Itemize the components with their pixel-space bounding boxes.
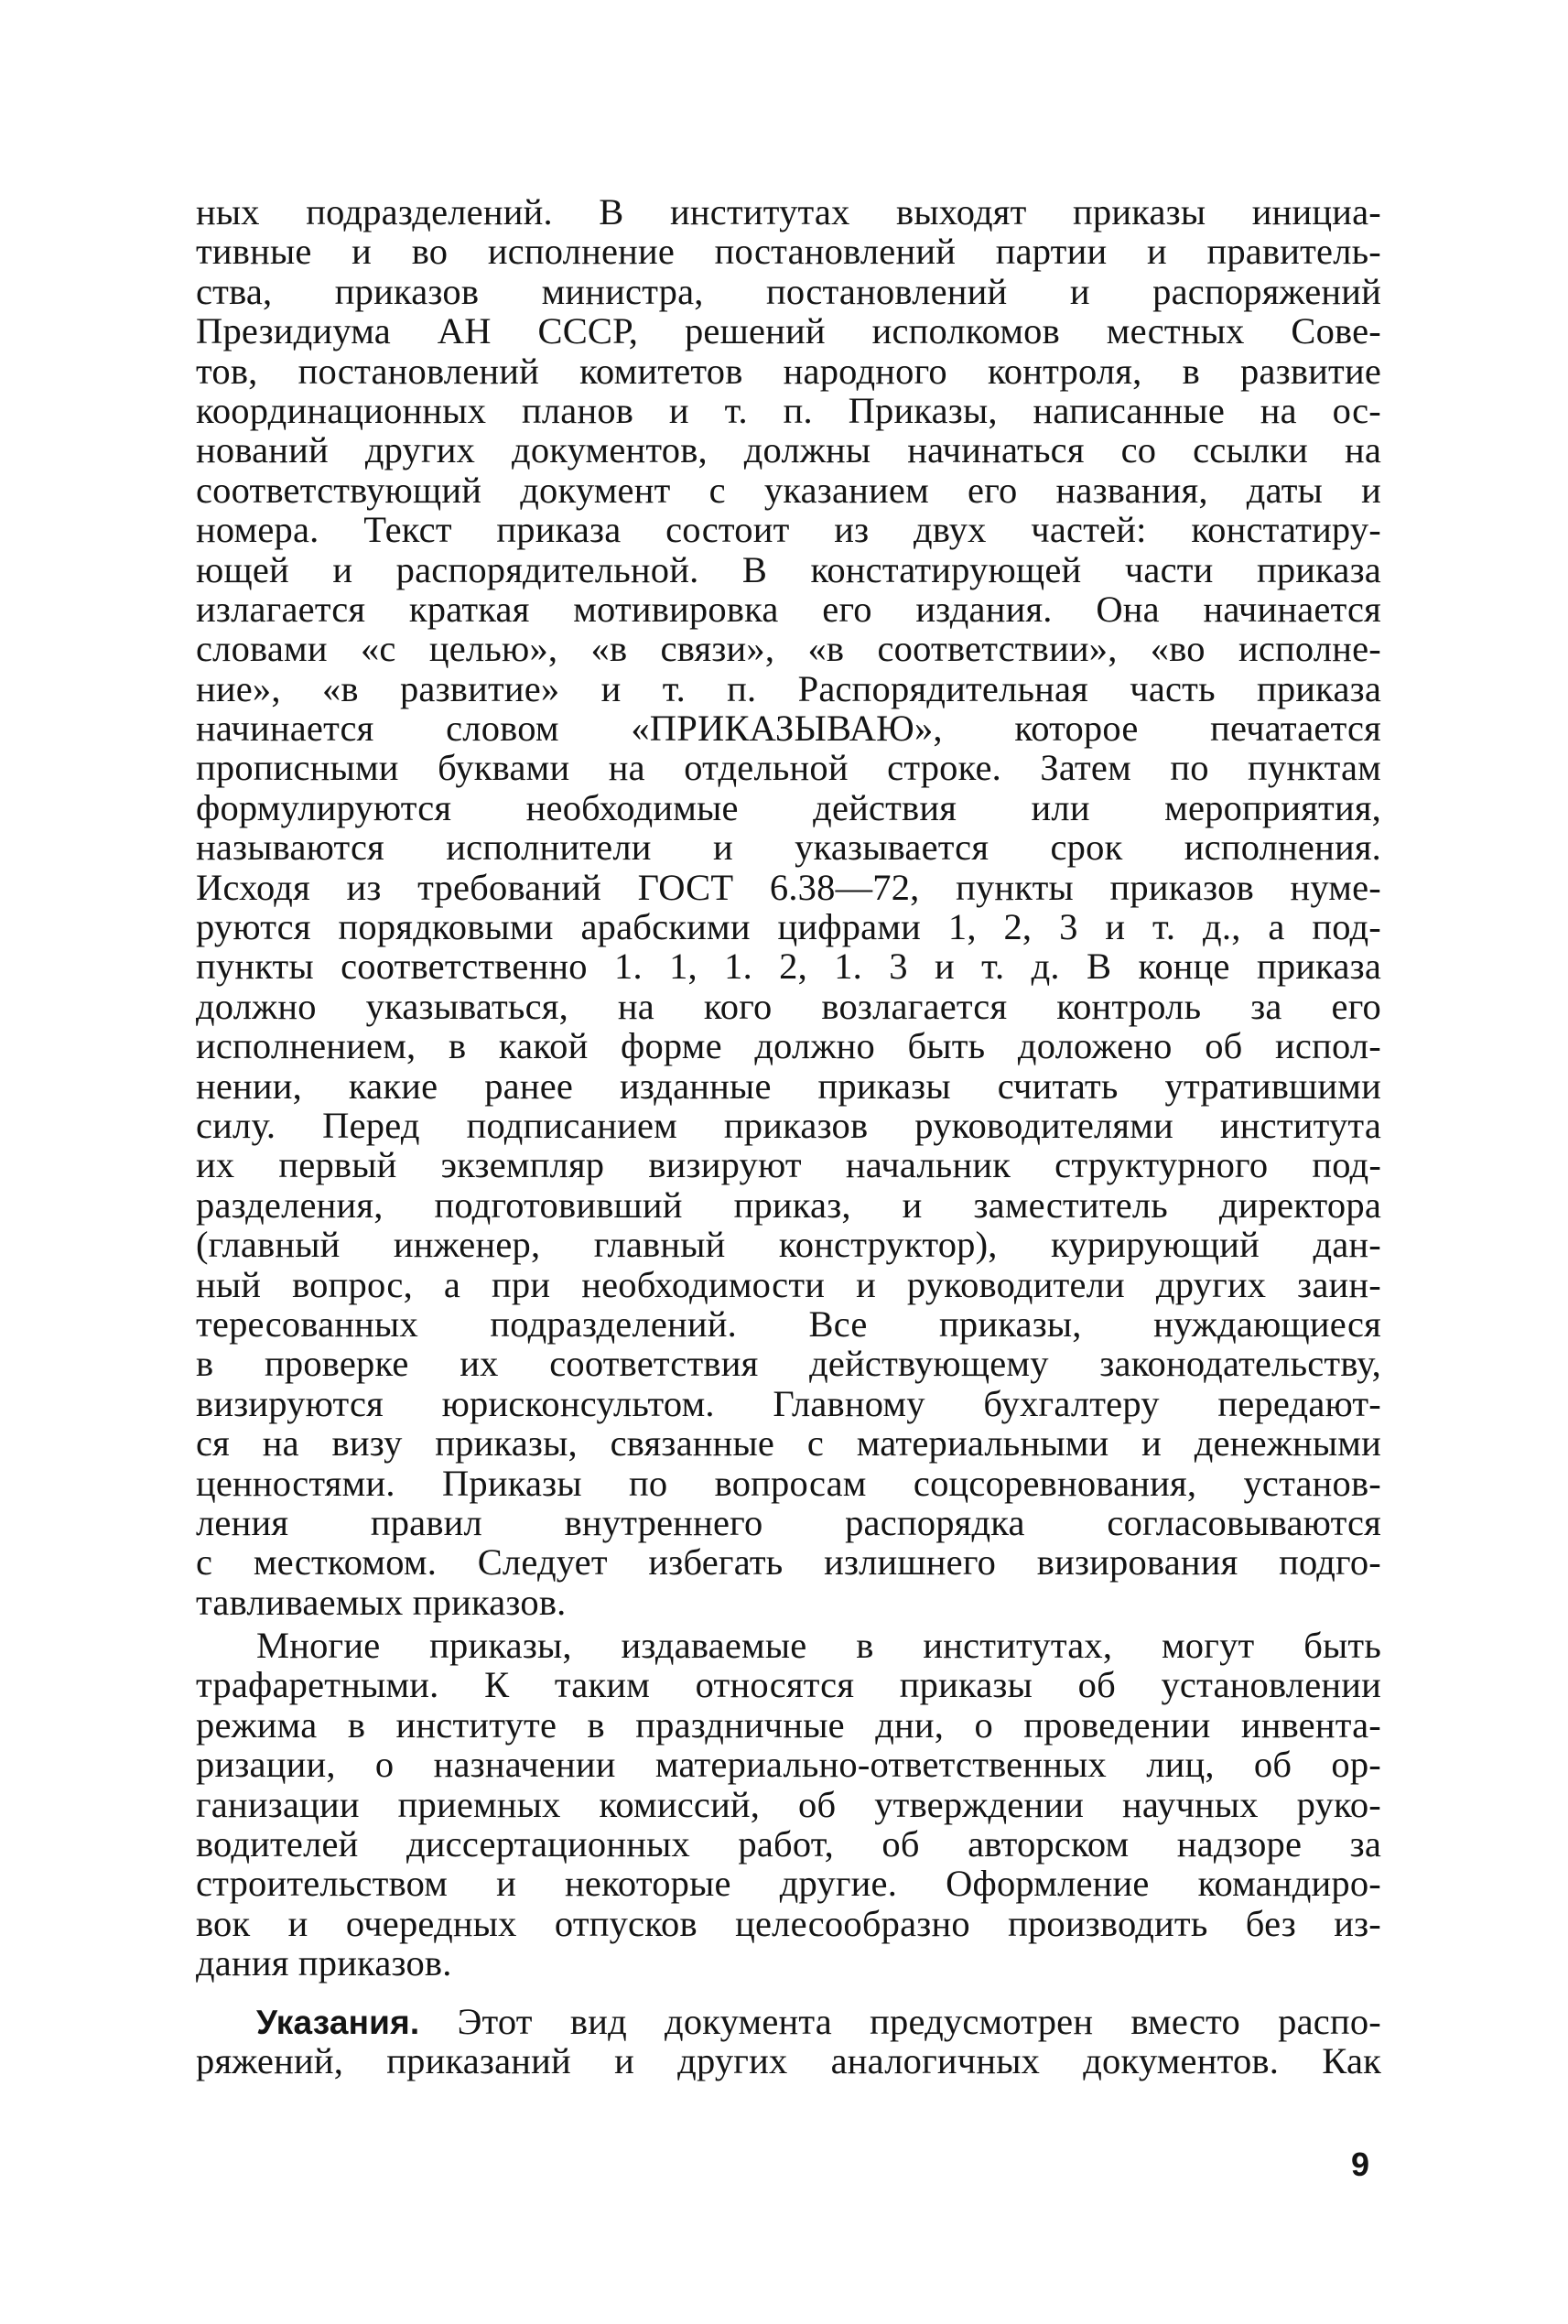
text-line: строительством и некоторые другие. Оформление командиро- xyxy=(196,1863,1381,1905)
text-line: ганизации приемных комиссий, об утверждении научных руко- xyxy=(196,1783,1381,1825)
text-line: (главный инженер, главный конструктор), курирующий дан- xyxy=(196,1224,1381,1266)
text-line: словами «с целью», «в связи», «в соответствии», «во исполне- xyxy=(196,628,1381,670)
text-line: координационных планов и т. п. Приказы, написанные на ос- xyxy=(196,389,1381,431)
paragraph-instructions xyxy=(196,2002,1381,2081)
text-line: ющей и распорядительной. В констатирующей части приказа xyxy=(196,548,1381,590)
text-line: тов, постановлений комитетов народного контроля, в развитие xyxy=(196,350,1381,392)
text-line: трафаретными. К таким относятся приказы об установлении xyxy=(196,1664,1381,1706)
text-line: тивные и во исполнение постановлений партии и правитель- xyxy=(196,231,1381,273)
text-line: ления правил внутреннего распорядка согласовываются xyxy=(196,1501,1381,1543)
text-line: соответствующий документ с указанием его названия, даты и xyxy=(196,469,1381,511)
text-run: Этот вид документа предусмотрен вместо распо- xyxy=(419,2000,1381,2042)
text-line: ства, приказов министра, постановлений и распоряжений xyxy=(196,270,1381,312)
text-line: ценностями. Приказы по вопросам соцсоревнования, установ- xyxy=(196,1462,1381,1504)
text-line: исполнением, в какой форме должно быть доложено об испол- xyxy=(196,1025,1381,1067)
paragraph-orders-content xyxy=(196,192,1381,1622)
page-number: 9 xyxy=(1351,2146,1370,2183)
text-line: руются порядковыми арабскими цифрами 1, 2, 3 и т. д., а под- xyxy=(196,906,1381,948)
text-line: тересованных подразделений. Все приказы, нуждающиеся xyxy=(196,1303,1381,1345)
text-line: пункты соответственно 1. 1, 1. 2, 1. 3 и т. д. В конце приказа xyxy=(196,946,1381,988)
text-line: начинается словом «ПРИКАЗЫВАЮ», которое печатается xyxy=(196,708,1381,750)
text-line: ный вопрос, а при необходимости и руководители других заин- xyxy=(196,1263,1381,1305)
text-line: Многие приказы, издаваемые в институтах, могут быть xyxy=(256,1625,1381,1667)
paragraph-template-orders xyxy=(196,1626,1381,1984)
text-line: прописными буквами на отдельной строке. Затем по пунктам xyxy=(196,747,1381,789)
text-line: вок и очередных отпусков целесообразно производить без из- xyxy=(196,1902,1381,1944)
text-line: излагается краткая мотивировка его издания. Она начинается xyxy=(196,588,1381,630)
text-line: номера. Текст приказа состоит из двух частей: констатиру- xyxy=(196,509,1381,551)
text-line: ние», «в развитие» и т. п. Распорядительная часть приказа xyxy=(196,667,1381,709)
text-line: режима в институте в праздничные дни, о проведении инвента- xyxy=(196,1703,1381,1746)
text-line: ряжений, приказаний и других аналогичных документов. Как xyxy=(196,2039,1381,2081)
text-line: ных подразделений. В институтах выходят приказы инициа- xyxy=(196,191,1381,232)
text-line: ризации, о назначении материально-ответственных лиц, об ор- xyxy=(196,1744,1381,1786)
text-line: силу. Перед подписанием приказов руководителями института xyxy=(196,1104,1381,1146)
text-line: называются исполнители и указывается срок исполнения. xyxy=(196,827,1381,869)
text-line: визируются юрисконсультом. Главному бухгалтеру передают- xyxy=(196,1382,1381,1424)
text-line: с месткомом. Следует избегать излишнего визирования подго- xyxy=(196,1541,1381,1584)
text-line: в проверке их соответствия действующему законодательству, xyxy=(196,1343,1381,1385)
text-line: должно указываться, на кого возлагается контроль за его xyxy=(196,985,1381,1027)
text-line xyxy=(196,2002,1381,2041)
text-line: разделения, подготовивший приказ, и заместитель директора xyxy=(196,1184,1381,1226)
document-page xyxy=(196,192,1381,2081)
text-line: дания приказов. xyxy=(196,1942,452,1984)
text-line: нении, какие ранее изданные приказы считать утратившими xyxy=(196,1065,1381,1107)
text-line: формулируются необходимые действия или мероприятия, xyxy=(196,786,1381,828)
text-line: водителей диссертационных работ, об авторском надзоре за xyxy=(196,1823,1381,1865)
text-line: их первый экземпляр визируют начальник структурного под- xyxy=(196,1144,1381,1186)
text-line: ся на визу приказы, связанные с материальными и денежными xyxy=(196,1422,1381,1465)
text-line: Президиума АН СССР, решений исполкомов местных Сове- xyxy=(196,310,1381,352)
section-heading: Указания. xyxy=(256,2003,420,2041)
text-line: нований других документов, должны начинаться со ссылки на xyxy=(196,429,1381,471)
text-line: тавливаемых приказов. xyxy=(196,1581,567,1623)
text-line: Исходя из требований ГОСТ 6.38—72, пункты приказов нуме- xyxy=(196,866,1381,908)
